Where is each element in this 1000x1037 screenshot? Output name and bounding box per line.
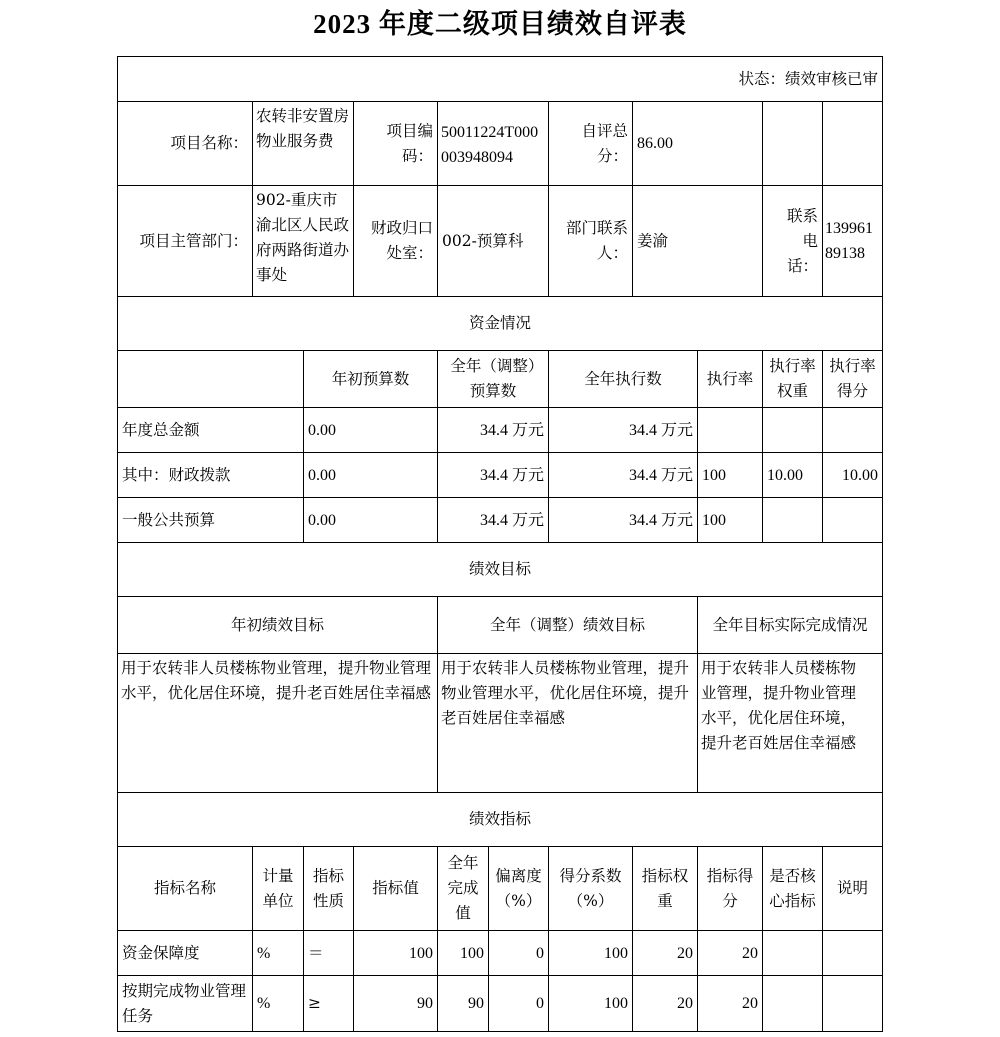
phone-label: 联系电话： <box>762 185 823 297</box>
goals-initial-text: 用于农转非人员楼栋物业管理，提升物业管理水平，优化居住环境，提升老百姓居住幸福感 <box>117 653 438 793</box>
goals-actual-text: 用于农转非人员楼栋物业管理，提升物业管理水平，优化居住环境，提升老百姓居住幸福感 <box>697 653 883 793</box>
funds-row-score <box>822 407 883 453</box>
funds-row-weight <box>762 407 823 453</box>
ind-row-unit: % <box>252 975 304 1032</box>
goals-adjusted-text: 用于农转非人员楼栋物业管理，提升物业管理水平，优化居住环境，提升老百姓居住幸福感 <box>437 653 698 793</box>
ind-header-score: 指标得分 <box>697 846 763 931</box>
funds-row-initial: 0.00 <box>303 497 438 543</box>
goals-header-adjusted: 全年（调整）绩效目标 <box>437 596 698 654</box>
empty-cell <box>762 101 823 186</box>
ind-header-note: 说明 <box>822 846 883 931</box>
funds-header-exec-rate: 执行率 <box>697 350 763 408</box>
funds-row-rate: 100 <box>697 497 763 543</box>
funds-row-rate <box>697 407 763 453</box>
dept-value: 902-重庆市渝北区人民政府两路街道办事处 <box>252 185 354 297</box>
funds-row-weight <box>762 497 823 543</box>
ind-header-weight: 指标权重 <box>632 846 698 931</box>
ind-header-name: 指标名称 <box>117 846 253 931</box>
ind-row-target: 100 <box>353 930 438 976</box>
funds-header-exec-weight: 执行率权重 <box>762 350 823 408</box>
ind-row-name: 按期完成物业管理任务 <box>117 975 253 1032</box>
funds-row-label: 一般公共预算 <box>117 497 304 543</box>
project-code-value: 50011224T000003948094 <box>437 101 549 186</box>
finance-office-label: 财政归口处室： <box>353 185 438 297</box>
project-name-label: 项目名称： <box>117 101 253 186</box>
ind-row-deviation: 0 <box>488 930 549 976</box>
ind-row-nature: ≥ <box>303 975 354 1032</box>
status-cell <box>117 56 883 102</box>
ind-row-note <box>822 975 883 1032</box>
ind-row-completed: 100 <box>437 930 489 976</box>
funds-header-initial-budget: 年初预算数 <box>303 350 438 408</box>
funds-row-executed: 34.4 万元 <box>548 407 698 453</box>
ind-row-score: 20 <box>697 930 763 976</box>
funds-row-score: 10.00 <box>822 452 883 498</box>
ind-header-core: 是否核心指标 <box>762 846 823 931</box>
ind-row-weight: 20 <box>632 975 698 1032</box>
ind-row-target: 90 <box>353 975 438 1032</box>
ind-row-nature: ＝ <box>303 930 354 976</box>
ind-header-coefficient: 得分系数（%） <box>548 846 633 931</box>
funds-row-adjusted: 34.4 万元 <box>437 407 549 453</box>
indicators-section-title: 绩效指标 <box>117 792 883 847</box>
ind-row-name: 资金保障度 <box>117 930 253 976</box>
ind-row-unit: % <box>252 930 304 976</box>
contact-label: 部门联系人： <box>548 185 633 297</box>
ind-row-note <box>822 930 883 976</box>
finance-office-value: 002-预算科 <box>437 185 549 297</box>
dept-label: 项目主管部门： <box>117 185 253 297</box>
self-score-label: 自评总分： <box>548 101 633 186</box>
funds-row-adjusted: 34.4 万元 <box>437 452 549 498</box>
goals-header-initial: 年初绩效目标 <box>117 596 438 654</box>
funds-row-initial: 0.00 <box>303 452 438 498</box>
funds-row-rate: 100 <box>697 452 763 498</box>
ind-header-completed: 全年完成值 <box>437 846 489 931</box>
self-score-value: 86.00 <box>632 101 763 186</box>
page-title: 2023 年度二级项目绩效自评表 <box>313 9 687 39</box>
goals-section-title: 绩效目标 <box>117 542 883 597</box>
funds-row-label: 其中：财政拨款 <box>117 452 304 498</box>
ind-row-core <box>762 930 823 976</box>
funds-row-score <box>822 497 883 543</box>
ind-header-deviation: 偏离度（%） <box>488 846 549 931</box>
ind-row-core <box>762 975 823 1032</box>
contact-value: 姜渝 <box>632 185 763 297</box>
ind-row-completed: 90 <box>437 975 489 1032</box>
goals-header-actual: 全年目标实际完成情况 <box>697 596 883 654</box>
ind-row-coefficient: 100 <box>548 930 633 976</box>
ind-row-weight: 20 <box>632 930 698 976</box>
funds-row-executed: 34.4 万元 <box>548 497 698 543</box>
ind-header-unit: 计量单位 <box>252 846 304 931</box>
ind-row-score: 20 <box>697 975 763 1032</box>
funds-row-initial: 0.00 <box>303 407 438 453</box>
funds-row-adjusted: 34.4 万元 <box>437 497 549 543</box>
funds-header-empty <box>117 350 304 408</box>
ind-header-nature: 指标性质 <box>303 846 354 931</box>
phone-value: 13996189138 <box>822 185 883 297</box>
funds-row-executed: 34.4 万元 <box>548 452 698 498</box>
empty-cell <box>822 101 883 186</box>
funds-header-exec-score: 执行率得分 <box>822 350 883 408</box>
ind-header-target: 指标值 <box>353 846 438 931</box>
project-code-label: 项目编码： <box>353 101 438 186</box>
funds-header-executed: 全年执行数 <box>548 350 698 408</box>
funds-row-label: 年度总金额 <box>117 407 304 453</box>
funds-section-title: 资金情况 <box>117 296 883 351</box>
project-name-value: 农转非安置房物业服务费 <box>252 101 354 186</box>
ind-row-deviation: 0 <box>488 975 549 1032</box>
status-text: 状态：绩效审核已审 <box>738 69 878 88</box>
funds-header-adjusted-budget: 全年（调整）预算数 <box>437 350 549 408</box>
funds-row-weight: 10.00 <box>762 452 823 498</box>
ind-row-coefficient: 100 <box>548 975 633 1032</box>
